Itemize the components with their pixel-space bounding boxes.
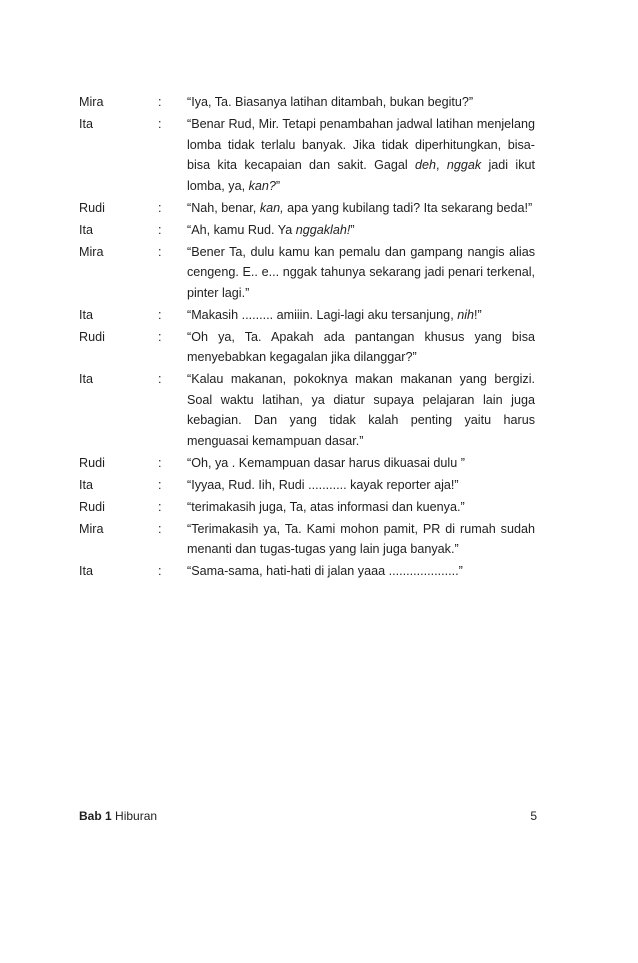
italic-word: nggaklah! (295, 222, 351, 237)
dialogue-row (79, 92, 539, 113)
line-segment: jadi ikut lomba, ya, (187, 158, 536, 193)
italic-word: kan, (259, 200, 284, 215)
chapter-title: Hiburan (111, 809, 158, 823)
speaker-name: Mira (79, 521, 104, 536)
dialogue-line: “Iyyaa, Rud. Iih, Rudi ........... kayak reporter aja!” (187, 477, 459, 492)
dialogue-line (187, 305, 539, 326)
speaker-colon: : (158, 307, 162, 322)
italic-word: deh (415, 158, 437, 172)
line-segment: !” (474, 307, 482, 322)
dialogue-row (79, 220, 539, 241)
line-segment: “Benar Rud, Mir. Tetapi penambahan jadwal latihan menjelang lomba tidak terlalu banyak. Jika tidak diperhitungkan, bisa-bisa kita kecapaian dan sakit. Gagal (187, 117, 535, 172)
dialogue-block (79, 92, 539, 583)
dialogue-line: “Terimakasih ya, Ta. Kami mohon pamit, PR di rumah sudah menanti dan tugas-tugas yang lain juga banyak.” (187, 521, 535, 556)
speaker-colon: : (158, 499, 162, 514)
dialogue-row (79, 327, 539, 368)
dialogue-line: “Sama-sama, hati-hati di jalan yaaa ....................” (187, 564, 463, 578)
speaker-colon: : (158, 564, 162, 578)
speaker-name: Rudi (79, 329, 105, 344)
italic-word: nggak (446, 158, 482, 172)
line-segment: ” (275, 178, 281, 193)
speaker-name: Rudi (79, 455, 105, 470)
dialogue-line: “terimakasih juga, Ta, atas informasi dan kuenya.” (187, 499, 465, 514)
dialogue-row (79, 475, 539, 496)
line-segment: “Nah, benar, (187, 200, 260, 215)
line-segment: apa yang kubilang tadi? Ita sekarang beda!” (283, 200, 533, 215)
dialogue-row (79, 519, 539, 560)
dialogue-line: “Iya, Ta. Biasanya latihan ditambah, bukan begitu?” (187, 95, 474, 109)
speaker-colon: : (158, 95, 162, 109)
chapter-number: Bab 1 (79, 809, 112, 823)
dialogue-row (79, 561, 539, 582)
speaker-colon: : (158, 329, 162, 344)
speaker-colon: : (158, 372, 162, 386)
speaker-colon: : (158, 117, 162, 131)
line-segment: ” (350, 222, 355, 237)
speaker-name: Mira (79, 95, 104, 109)
line-segment: “Makasih ......... amiiin. Lagi-lagi aku tersanjung, (187, 307, 458, 322)
speaker-colon: : (158, 200, 162, 215)
speaker-name: Ita (79, 117, 94, 131)
dialogue-line (187, 198, 539, 219)
dialogue-line (187, 114, 539, 196)
chapter-label (79, 809, 157, 823)
speaker-name: Ita (79, 564, 94, 578)
speaker-colon: : (158, 244, 162, 259)
dialogue-row (79, 242, 539, 304)
speaker-name: Ita (79, 372, 94, 386)
dialogue-row (79, 369, 539, 451)
line-segment: , (436, 158, 447, 172)
dialogue-row (79, 114, 539, 196)
speaker-name: Rudi (79, 200, 105, 215)
dialogue-row (79, 198, 539, 219)
dialogue-row (79, 453, 539, 474)
speaker-name: Ita (79, 222, 94, 237)
italic-word: nih (457, 307, 475, 322)
speaker-name: Ita (79, 477, 94, 492)
dialogue-row (79, 305, 539, 326)
page-footer (79, 809, 537, 823)
speaker-colon: : (158, 222, 162, 237)
dialogue-line: “Oh, ya . Kemampuan dasar harus dikuasai dulu ” (187, 455, 465, 470)
speaker-colon: : (158, 521, 162, 536)
line-segment: “Ah, kamu Rud. Ya (187, 222, 296, 237)
dialogue-row (79, 497, 539, 518)
italic-word: kan? (248, 178, 276, 193)
dialogue-line (187, 220, 539, 241)
page-number: 5 (530, 809, 537, 823)
speaker-colon: : (158, 477, 162, 492)
dialogue-line: “Bener Ta, dulu kamu kan pemalu dan gampang nangis alias cengeng. E.. e... nggak tahunya sekarang jadi penari terkenal, pinter lagi.” (187, 244, 535, 300)
speaker-colon: : (158, 455, 162, 470)
dialogue-line: “Oh ya, Ta. Apakah ada pantangan khusus yang bisa menyebabkan kegagalan jika dilanggar?” (187, 329, 535, 364)
speaker-name: Ita (79, 307, 94, 322)
dialogue-line: “Kalau makanan, pokoknya makan makanan yang bergizi. Soal waktu latihan, ya diatur supaya pelajaran lain juga kebagian. Dan yang tidak kalah penting yaitu harus menguasai kemampuan dasar.” (187, 372, 535, 448)
speaker-name: Rudi (79, 499, 105, 514)
speaker-name: Mira (79, 244, 104, 259)
